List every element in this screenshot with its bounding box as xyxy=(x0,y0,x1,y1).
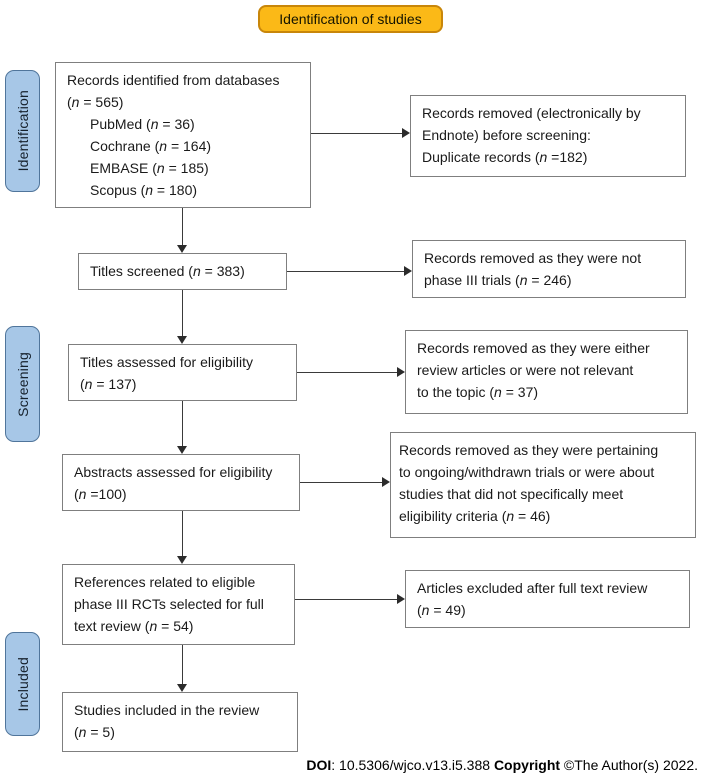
arrowhead-right-icon xyxy=(404,266,412,276)
box-line: (n = 49) xyxy=(417,602,466,618)
arrow-screened-to-assessed xyxy=(182,290,183,337)
stage-label-text: Screening xyxy=(14,351,31,417)
arrow-assessed-to-abstracts xyxy=(182,401,183,447)
stage-label-text: Included xyxy=(14,656,31,712)
box-line: Records removed as they were not xyxy=(424,250,642,266)
arrow-references-to-excluded xyxy=(295,599,397,600)
box-line: Records removed as they were pertaining xyxy=(399,442,659,458)
box-line: to ongoing/withdrawn trials or were about xyxy=(399,464,655,480)
box-line: (n = 565) xyxy=(67,94,124,110)
box-line: to the topic (n = 37) xyxy=(417,384,539,400)
box-line: Articles excluded after full text review xyxy=(417,580,648,596)
box-records-identified xyxy=(55,62,311,208)
box-line: PubMed (n = 36) xyxy=(90,116,195,132)
arrow-assessed-to-review xyxy=(297,372,397,373)
box-line: text review (n = 54) xyxy=(74,618,194,634)
stage-label-text: Identification xyxy=(14,90,31,172)
box-line: Cochrane (n = 164) xyxy=(90,138,212,154)
arrow-references-to-included xyxy=(182,645,183,685)
stage-label-identification xyxy=(5,70,40,192)
box-line: (n = 137) xyxy=(80,376,137,392)
box-line: Abstracts assessed for eligibility xyxy=(74,464,273,480)
arrow-identified-to-screened xyxy=(182,208,183,246)
box-line: Titles assessed for eligibility xyxy=(80,354,253,370)
box-removed-review-irrelevant xyxy=(405,330,688,414)
arrow-abstracts-to-references xyxy=(182,511,183,557)
box-line: phase III RCTs selected for full xyxy=(74,596,264,612)
arrow-abstracts-to-ongoing xyxy=(300,482,382,483)
box-line: Scopus (n = 180) xyxy=(90,182,198,198)
diagram-title: Identification of studies xyxy=(279,11,422,27)
arrowhead-right-icon xyxy=(397,594,405,604)
box-line: Records removed as they were either xyxy=(417,340,650,356)
box-line: studies that did not specifically meet xyxy=(399,486,624,502)
box-titles-screened xyxy=(78,253,287,290)
box-line: eligibility criteria (n = 46) xyxy=(399,508,551,524)
box-line: Records identified from databases xyxy=(67,72,280,88)
arrowhead-down-icon xyxy=(177,245,187,253)
box-removed-duplicates xyxy=(410,95,686,177)
stage-label-screening xyxy=(5,326,40,442)
box-line: phase III trials (n = 246) xyxy=(424,272,572,288)
stage-label-included xyxy=(5,632,40,736)
arrowhead-down-icon xyxy=(177,684,187,692)
arrow-screened-to-notphase3 xyxy=(287,271,404,272)
arrowhead-down-icon xyxy=(177,336,187,344)
box-studies-included xyxy=(62,692,298,752)
box-line: Duplicate records (n =182) xyxy=(422,149,588,165)
box-line: Titles screened (n = 383) xyxy=(90,263,245,279)
arrowhead-right-icon xyxy=(397,367,405,377)
arrowhead-right-icon xyxy=(402,128,410,138)
arrowhead-right-icon xyxy=(382,477,390,487)
arrowhead-down-icon xyxy=(177,446,187,454)
doi-copyright-footer: DOI: 10.5306/wjco.v13.i5.388 Copyright ©The Author(s) 2022. xyxy=(306,757,698,773)
box-line: (n = 5) xyxy=(74,724,115,740)
box-line: Records removed (electronically by xyxy=(422,105,641,121)
box-removed-ongoing-withdrawn xyxy=(390,432,696,538)
box-line: EMBASE (n = 185) xyxy=(90,160,209,176)
box-articles-excluded xyxy=(405,570,690,628)
box-titles-assessed xyxy=(68,344,297,401)
arrowhead-down-icon xyxy=(177,556,187,564)
box-abstracts-assessed xyxy=(62,454,300,511)
diagram-title-badge xyxy=(258,5,443,33)
box-removed-not-phase3 xyxy=(412,240,686,298)
box-line: Studies included in the review xyxy=(74,702,260,718)
box-line: References related to eligible xyxy=(74,574,256,590)
arrow-identified-to-duplicates xyxy=(311,133,402,134)
box-line: Endnote) before screening: xyxy=(422,127,591,143)
box-line: review articles or were not relevant xyxy=(417,362,634,378)
box-line: (n =100) xyxy=(74,486,127,502)
box-references-fulltext xyxy=(62,564,295,645)
